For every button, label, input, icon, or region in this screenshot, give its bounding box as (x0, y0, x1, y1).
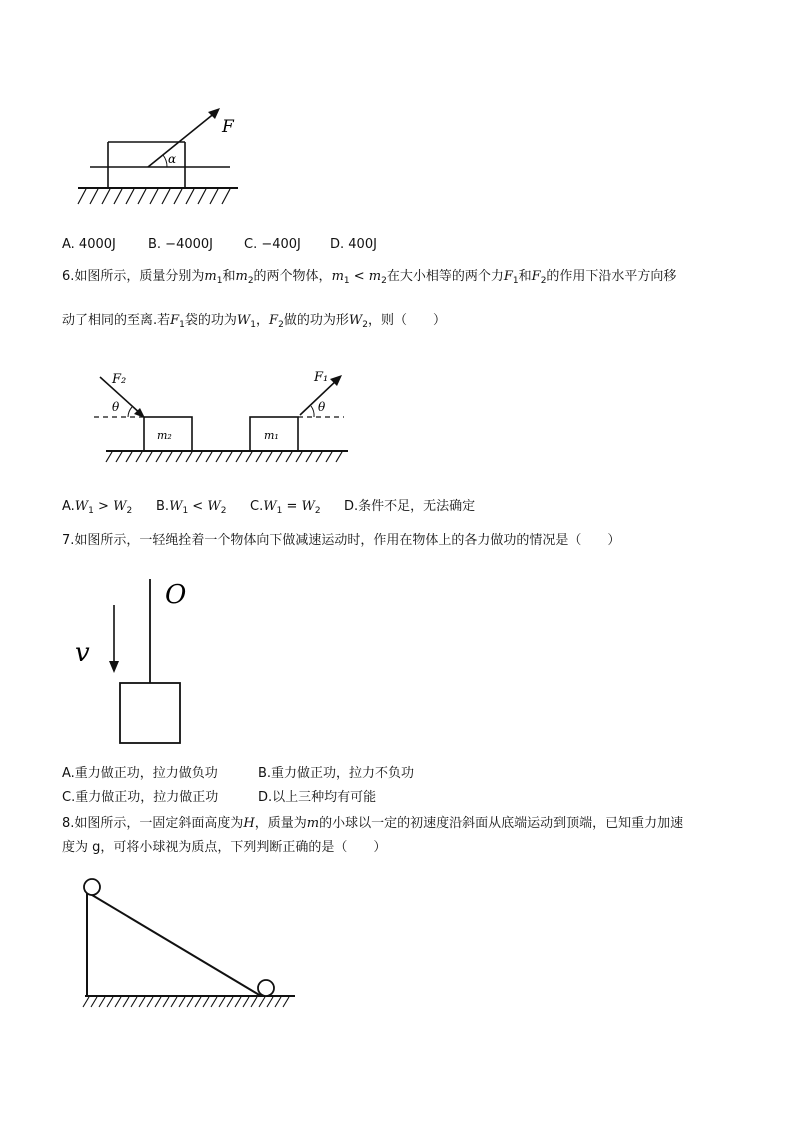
q6-stem-line1: 6.如图所示，质量分别为$m_1$和$m_2$的两个物体，$m_1 < m_2$在大小相等的两个力$F_1$和$F_2$的作用下沿水平方向移 (62, 269, 677, 286)
q6-option-a[interactable]: $A.W_1 > W_2$ (62, 499, 133, 516)
q6-figure (92, 365, 352, 465)
q8-stem-line2: 度为 g，可将小球视为质点，下列判断正确的是（ ） (62, 840, 387, 855)
q5-option-b[interactable]: B. −4000J (148, 237, 213, 252)
theta-right-label: θ (318, 400, 326, 414)
q8-stem-line1: 8.如图所示，一固定斜面高度为H，质量为m的小球以一定的初速度沿斜面从底端运动到顶端，已知重力加速 (62, 816, 684, 831)
q7-figure (65, 575, 205, 750)
q7-option-d[interactable]: D.以上三种均有可能 (258, 790, 377, 805)
q6-option-b[interactable]: $B.W_1 < W_2$ (156, 499, 227, 516)
q8-figure (75, 872, 300, 1017)
ball-top (84, 879, 100, 895)
force-label: F (222, 117, 234, 137)
q7-options-row1 (62, 765, 414, 783)
q5-option-c[interactable]: C. −400J (244, 237, 301, 252)
q6-stem-line2: 动了相同的至离.若$F_1$袋的功为$W_1$，$F_2$做的功为形$W_2$，则（ ） (62, 313, 446, 330)
f2-label: F₂ (112, 372, 127, 387)
q7-option-a[interactable]: A.重力做正功，拉力做负功 (62, 766, 218, 781)
incline-diagram (83, 879, 295, 1007)
q7-option-b[interactable]: B.重力做正功，拉力不负功 (258, 766, 415, 781)
pivot-o-label: O (165, 580, 187, 610)
block-m2-label: m₂ (157, 429, 172, 442)
q7-option-c[interactable]: C.重力做正功，拉力做正功 (62, 790, 219, 805)
q5-option-d[interactable]: D. 400J (330, 237, 377, 252)
q7-stem: 7.如图所示，一轻绳拴着一个物体向下做减速运动时，作用在物体上的各力做功的情况是（ ） (62, 533, 621, 548)
q6-option-d[interactable]: D.条件不足，无法确定 (344, 499, 476, 514)
ball-bottom (258, 980, 274, 996)
q7-options-row2 (62, 789, 376, 807)
two-blocks-diagram (94, 375, 348, 462)
q6-option-c[interactable]: $C.W_1 = W_2$ (250, 499, 321, 516)
f1-label: F₁ (314, 370, 329, 385)
theta-left-label: θ (112, 400, 120, 414)
q6-options (62, 498, 475, 520)
block-with-force-diagram (78, 108, 238, 204)
q5-options (62, 236, 377, 254)
block-m1-label: m₁ (264, 429, 279, 442)
velocity-v-label: v (75, 638, 90, 668)
q5-option-a[interactable]: A. 4000J (62, 237, 116, 252)
q5-figure (70, 100, 260, 215)
angle-label: α (168, 152, 177, 166)
